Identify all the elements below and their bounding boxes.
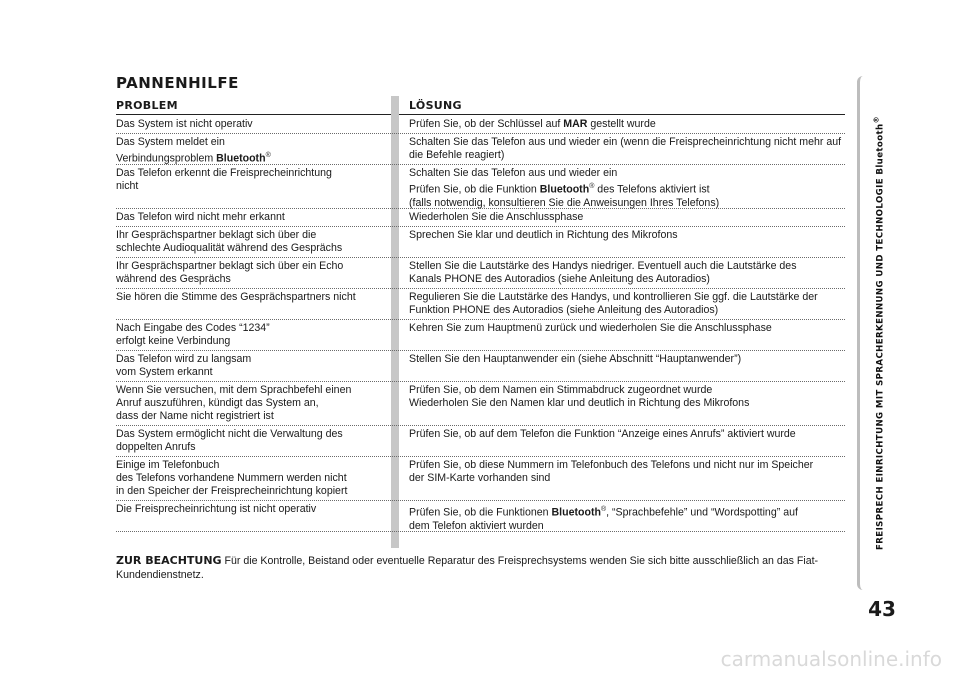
problem-cell: Die Freisprecheinrichtung ist nicht operativ <box>116 503 317 515</box>
watermark: carmanualsonline.info <box>720 647 942 671</box>
problem-cell: Ihr Gesprächspartner beklagt sich über ein Echo während des Gesprächs <box>116 260 344 285</box>
table-row <box>116 320 845 351</box>
page-title: PANNENHILFE <box>116 74 239 92</box>
problem-cell: Das System ist nicht operativ <box>116 118 253 130</box>
column-header-problem: PROBLEM <box>116 99 178 112</box>
problem-cell: Einige im Telefonbuch des Telefons vorhandene Nummern werden nicht in den Speicher der Freisprecheinrichtung kopiert <box>116 459 348 497</box>
page-number: 43 <box>868 597 896 621</box>
table-row <box>116 116 845 134</box>
problem-cell: Ihr Gesprächspartner beklagt sich über die schlechte Audioqualität während des Gesprächs <box>116 229 343 254</box>
table-row <box>116 134 845 165</box>
solution-cell: Wiederholen Sie die Anschlussphase <box>409 211 584 223</box>
table-row <box>116 289 845 320</box>
solution-cell: Sprechen Sie klar und deutlich in Richtung des Mikrofons <box>409 229 678 241</box>
troubleshooting-table <box>116 116 845 532</box>
solution-cell: Schalten Sie das Telefon aus und wieder ein Prüfen Sie, ob die Funktion Bluetooth® des Telefons aktiviert ist (falls notwendig, konsultieren Sie die Anweisungen Ihres Telefons) <box>409 167 720 209</box>
chapter-tab-text: FREISPRECH EINRICHTUNG MIT SPRACHERKENNUNG UND TECHNOLOGIE Bluetooth® <box>872 116 886 550</box>
table-row <box>116 227 845 258</box>
solution-cell: Prüfen Sie, ob die Funktionen Bluetooth®, “Sprachbefehle” und “Wordspotting” auf dem Telefon aktiviert wurden <box>409 506 798 532</box>
problem-cell: Das System ermöglicht nicht die Verwaltung des doppelten Anrufs <box>116 428 343 453</box>
header-rule <box>116 114 845 115</box>
table-row <box>116 426 845 457</box>
solution-cell: Stellen Sie den Hauptanwender ein (siehe Abschnitt “Hauptanwender”) <box>409 353 742 365</box>
problem-cell: Wenn Sie versuchen, mit dem Sprachbefehl einen Anruf auszuführen, kündigt das System an, dass der Name nicht registriert ist <box>116 384 352 422</box>
table-row <box>116 382 845 426</box>
problem-cell: Das Telefon erkennt die Freisprecheinrichtung nicht <box>116 167 332 192</box>
solution-cell: Prüfen Sie, ob dem Namen ein Stimmabdruck zugeordnet wurde Wiederholen Sie den Namen klar und deutlich in Richtung des Mikrofons <box>409 384 750 409</box>
solution-cell: Stellen Sie die Lautstärke des Handys niedriger. Eventuell auch die Lautstärke des Kanals PHONE des Autoradios (siehe Anleitung des Autoradios) <box>409 260 797 285</box>
problem-cell: Sie hören die Stimme des Gesprächspartners nicht <box>116 291 356 303</box>
solution-cell: Kehren Sie zum Hauptmenü zurück und wiederholen Sie die Anschlussphase <box>409 322 772 334</box>
table-row <box>116 501 845 532</box>
table-row <box>116 351 845 382</box>
solution-cell: Prüfen Sie, ob diese Nummern im Telefonbuch des Telefons und nicht nur im Speicher der SIM-Karte vorhanden sind <box>409 459 814 484</box>
table-row <box>116 258 845 289</box>
note-text: Für die Kontrolle, Beistand oder eventuelle Reparatur des Freisprechsystems wenden Sie sich bitte ausschließlich an das Fiat-Kundendienstnetz. <box>116 555 819 581</box>
solution-cell: Prüfen Sie, ob der Schlüssel auf MAR gestellt wurde <box>409 118 656 130</box>
problem-cell: Nach Eingabe des Codes “1234” erfolgt keine Verbindung <box>116 322 270 347</box>
problem-cell: Das System meldet ein Verbindungsproblem Bluetooth® <box>116 136 271 165</box>
table-row <box>116 165 845 209</box>
table-row <box>116 209 845 227</box>
table-row <box>116 457 845 501</box>
column-header-solution: LÖSUNG <box>409 99 462 112</box>
problem-cell: Das Telefon wird nicht mehr erkannt <box>116 211 285 223</box>
solution-cell: Regulieren Sie die Lautstärke des Handys, und kontrollieren Sie ggf. die Lautstärke der Funktion PHONE des Autoradios (siehe Anleitung des Autoradios) <box>409 291 818 316</box>
solution-cell: Schalten Sie das Telefon aus und wieder ein (wenn die Freisprecheinrichtung nicht mehr auf die Befehle reagiert) <box>409 136 842 161</box>
note <box>116 554 845 582</box>
problem-cell: Das Telefon wird zu langsam vom System erkannt <box>116 353 252 378</box>
solution-cell: Prüfen Sie, ob auf dem Telefon die Funktion “Anzeige eines Anrufs” aktiviert wurde <box>409 428 796 440</box>
note-label: ZUR BEACHTUNG <box>116 554 222 567</box>
